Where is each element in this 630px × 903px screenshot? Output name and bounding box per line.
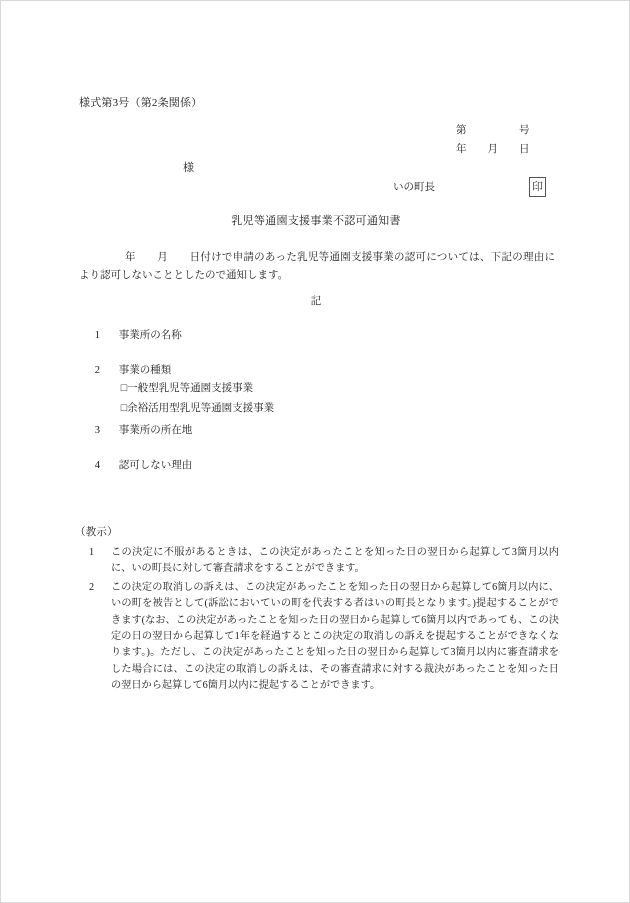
- instruction-item-2: [85, 580, 559, 695]
- checkbox-label: 一般型乳児等通園支援事業: [127, 383, 254, 394]
- instruction-item-1: [85, 545, 559, 578]
- page-title: 乳児等通園支援事業不認可通知書: [231, 215, 401, 227]
- item-number: 4: [94, 460, 100, 471]
- ki-marker: 記: [310, 296, 322, 307]
- instructions-list: [85, 545, 559, 697]
- item-number: 2: [94, 365, 100, 376]
- form-number: 様式第3号（第2条関係）: [79, 97, 203, 109]
- list-item-1: [79, 316, 182, 353]
- checkbox-label: 余裕活用型乳児等通園支援事業: [127, 403, 275, 414]
- item-number: 3: [94, 425, 100, 436]
- item-label: 認可しない理由: [118, 460, 193, 471]
- list-item-3: [79, 411, 192, 448]
- document-sheet: [1, 1, 630, 903]
- issuer-name: いの町長: [393, 182, 435, 193]
- document-date-line: 年 月 日: [456, 144, 530, 155]
- item-label: 事業の種類: [118, 365, 172, 376]
- instruction-text: この決定の取消しの訴えは、この決定があったことを知った日の翌日から起算して6箇月以内に、いの町を被告として(訴訟においていの町を代表する者はいの町長となります。)提起することができます(なお、この決定があったことを知った日の翌日から起算して6箇月以内であっても、この決定の日の翌日から起算して1年を経過するとこの決定の取消しの訴えを提起することができなくなります。)。ただし、この決定があったことを知った日の翌日から起算して3箇月以内に審査請求をした場合には、この決定の取消しの訴えは、その審査請求に対する裁決があったことを知った日の翌日から起算して6箇月以内に提起することができます。: [111, 581, 559, 692]
- instruction-number: 1: [89, 547, 95, 558]
- body-paragraph: 年 月 日付けで申請のあった乳児等通園支援事業の認可については、下記の理由により認可しないこととしたので通知します。: [79, 252, 555, 281]
- document-meta-block: [456, 121, 530, 159]
- instruction-number: 2: [89, 581, 95, 593]
- seal-stamp-box: 印: [529, 177, 546, 197]
- addressee-honorific: 様: [183, 162, 195, 174]
- checkbox-icon[interactable]: □: [120, 403, 128, 414]
- instructions-heading: （教示）: [75, 527, 118, 538]
- document-number-line: 第 号: [456, 125, 530, 136]
- item-label: 事業所の名称: [118, 330, 182, 341]
- item-label: 事業所の所在地: [118, 425, 193, 436]
- item-number: 1: [94, 330, 100, 341]
- instruction-text: この決定に不服があるときは、この決定があったことを知った日の翌日から起算して3箇月以内に、いの町長に対して審査請求をすることができます。: [111, 547, 559, 575]
- checkbox-icon[interactable]: □: [120, 383, 128, 394]
- list-item-4: [79, 446, 192, 483]
